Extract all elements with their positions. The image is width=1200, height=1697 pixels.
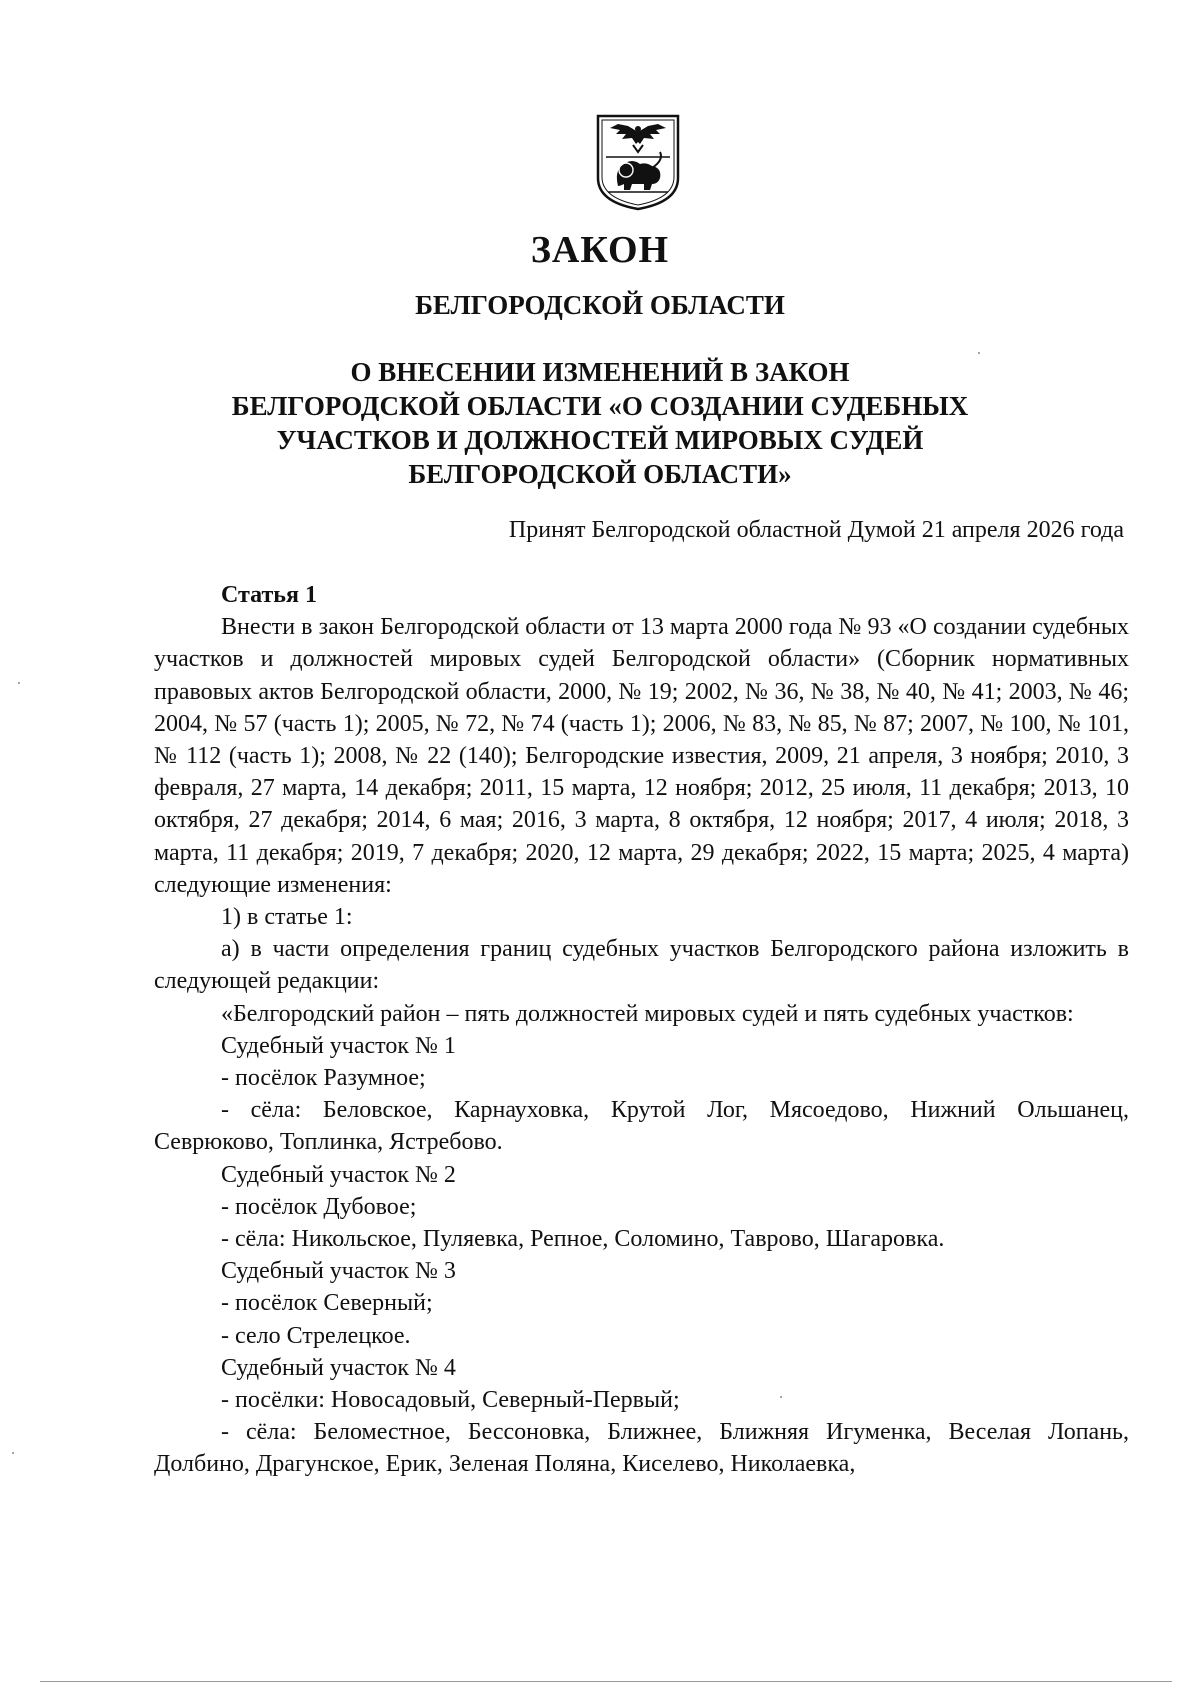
plot-line: - сёла: Беловское, Карнауховка, Крутой Лог, Мясоедово, Нижний Ольшанец, Севрюково, Топлинка, Ястребово. <box>154 1097 1129 1156</box>
plot-line: - посёлок Северный; <box>221 1290 433 1317</box>
scan-speck <box>780 1396 782 1398</box>
law-body <box>154 579 1129 1481</box>
heading-line: БЕЛГОРОДСКОЙ ОБЛАСТИ» <box>408 459 792 489</box>
plot-line: - сёла: Никольское, Пуляевка, Репное, Соломино, Таврово, Шагаровка. <box>221 1226 945 1253</box>
scan-speck <box>978 352 980 354</box>
heading-line: О ВНЕСЕНИИ ИЗМЕНЕНИЙ В ЗАКОН <box>350 357 850 387</box>
intro-paragraph: Внести в закон Белгородской области от 13 марта 2000 года № 93 «О создании судебных участков и должностей мировых судей Белгородской области» (Сборник нормативных правовых актов Белгородской области, 2000, № 19; 2002, № 36, № 38, № 40, № 41; 2003, № 46; 2004, № 57 (часть 1); 2005, № 72, № 74 (часть 1); 2006, № 83, № 85, № 87; 2007, № 100, № 101, № 112 (часть 1); 2008, № 22 (140); Белгородские известия, 2009, 21 апреля, 3 ноября; 2010, 3 февраля, 27 марта, 14 декабря; 2011, 15 марта, 12 ноября; 2012, 25 июля, 11 декабря; 2013, 10 октября, 27 декабря; 2014, 6 мая; 2016, 3 марта, 8 октября, 12 ноября; 2017, 4 июля; 2018, 3 марта, 11 декабря; 2019, 7 декабря; 2020, 12 марта, 29 декабря; 2022, 15 марта; 2025, 4 марта) следующие изменения: <box>154 614 1129 898</box>
law-heading <box>200 355 1000 491</box>
scan-speck <box>12 1452 14 1454</box>
law-region: БЕЛГОРОДСКОЙ ОБЛАСТИ <box>415 290 785 320</box>
plot-title: Судебный участок № 2 <box>221 1161 456 1188</box>
plot-title: Судебный участок № 3 <box>221 1258 456 1285</box>
heading-line: БЕЛГОРОДСКОЙ ОБЛАСТИ «О СОЗДАНИИ СУДЕБНЫХ <box>231 391 969 421</box>
item-1: 1) в статье 1: <box>221 904 353 931</box>
scan-speck <box>18 682 20 684</box>
plot-line: - сёла: Беломестное, Бессоновка, Ближнее, Ближняя Игуменка, Веселая Лопань, Долбино, Драгунское, Ерик, Зеленая Поляна, Киселево, Николаевка, <box>154 1419 1129 1478</box>
article-title: Статья 1 <box>221 582 317 608</box>
coat-of-arms-icon <box>588 112 688 212</box>
plot-line: - посёлки: Новосадовый, Северный-Первый; <box>221 1387 680 1414</box>
plot-line: - село Стрелецкое. <box>221 1322 411 1349</box>
plot-line: - посёлок Разумное; <box>221 1065 426 1092</box>
law-title: ЗАКОН <box>530 229 670 271</box>
item-1a: а) в части определения границ судебных участков Белгородского района изложить в следующей редакции: <box>154 936 1129 995</box>
plot-line: - посёлок Дубовое; <box>221 1193 417 1220</box>
district-paragraph: «Белгородский район – пять должностей мировых судей и пять судебных участков: <box>221 1000 1074 1027</box>
adoption-note: Принят Белгородской областной Думой 21 апреля 2026 года <box>508 517 1124 543</box>
heading-line: УЧАСТКОВ И ДОЛЖНОСТЕЙ МИРОВЫХ СУДЕЙ <box>276 425 924 455</box>
plot-title: Судебный участок № 4 <box>221 1354 456 1381</box>
plot-title: Судебный участок № 1 <box>221 1032 456 1059</box>
scan-bottom-rule <box>40 1681 1172 1682</box>
